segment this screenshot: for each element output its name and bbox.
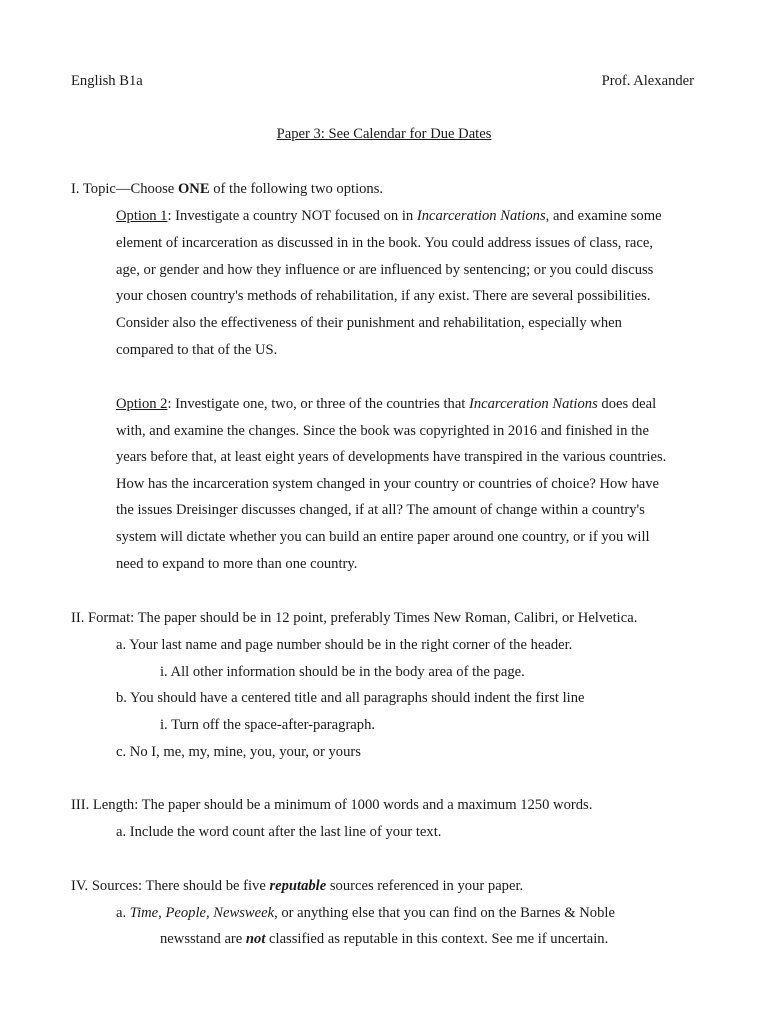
sources-emphasis: reputable bbox=[269, 878, 327, 894]
book-title: Incarceration Nations bbox=[469, 396, 598, 412]
sources-not-emphasis: not bbox=[245, 931, 266, 947]
topic-heading: I. Topic—Choose ONE of the following two options. bbox=[71, 181, 384, 197]
topic-heading-emphasis: ONE bbox=[177, 181, 210, 197]
format-item-a: a. Your last name and page number should be in the right corner of the header. bbox=[116, 637, 573, 653]
magazine-names: Time, People, Newsweek bbox=[129, 905, 275, 921]
option1-line: compared to that of the US. bbox=[116, 342, 278, 358]
length-heading: III. Length: The paper should be a minimum of 1000 words and a maximum 1250 words. bbox=[71, 797, 593, 813]
format-item-a-i: i. All other information should be in the body area of the page. bbox=[160, 664, 525, 680]
length-item-a: a. Include the word count after the last line of your text. bbox=[116, 824, 442, 840]
option1-line: Consider also the effectiveness of their punishment and rehabilitation, especially when bbox=[116, 315, 622, 331]
option1-line: Option 1: Investigate a country NOT focused on in Incarceration Nations, and examine some bbox=[116, 208, 662, 224]
option2-line: system will dictate whether you can build an entire paper around one country, or if you will bbox=[116, 529, 650, 545]
sources-item-a-continued: newsstand are not classified as reputable in this context. See me if uncertain. bbox=[160, 931, 609, 947]
format-item-c: c. No I, me, my, mine, you, your, or yours bbox=[116, 744, 361, 760]
option2-line: Option 2: Investigate one, two, or three of the countries that Incarceration Nations does deal bbox=[116, 396, 657, 412]
format-item-b-i: i. Turn off the space-after-paragraph. bbox=[160, 717, 376, 733]
option1-line: age, or gender and how they influence or are influenced by sentencing; or you could discuss bbox=[116, 262, 654, 278]
sources-heading: IV. Sources: There should be five reputable sources referenced in your paper. bbox=[71, 878, 524, 894]
document-header bbox=[71, 73, 694, 93]
page-title: Paper 3: See Calendar for Due Dates bbox=[276, 126, 492, 142]
option1-label: Option 1 bbox=[116, 208, 168, 224]
option1-line: your chosen country's methods of rehabilitation, if any exist. There are several possibilities. bbox=[116, 288, 651, 304]
option2-line: years before that, at least eight years of developments have transpired in the various countries. bbox=[116, 449, 667, 465]
option2-line: the issues Dreisinger discusses changed, if at all? The amount of change within a country's bbox=[116, 502, 645, 518]
format-item-b: b. You should have a centered title and all paragraphs should indent the first line bbox=[116, 690, 585, 706]
format-heading: II. Format: The paper should be in 12 point, preferably Times New Roman, Calibri, or Helvetica. bbox=[71, 610, 638, 626]
option2-line: with, and examine the changes. Since the book was copyrighted in 2016 and finished in the bbox=[116, 423, 649, 439]
option2-line: How has the incarceration system changed in your country or countries of choice? How have bbox=[116, 476, 660, 492]
option2-label: Option 2 bbox=[116, 396, 168, 412]
book-title: Incarceration Nations bbox=[416, 208, 546, 224]
professor-name: Prof. Alexander bbox=[601, 73, 694, 89]
sources-item-a: a. Time, People, Newsweek, or anything else that you can find on the Barnes & Noble bbox=[116, 905, 615, 921]
course-name: English B1a bbox=[71, 73, 143, 89]
option2-line: need to expand to more than one country. bbox=[116, 556, 358, 572]
option1-line: element of incarceration as discussed in in the book. You could address issues of class, race, bbox=[116, 235, 653, 251]
